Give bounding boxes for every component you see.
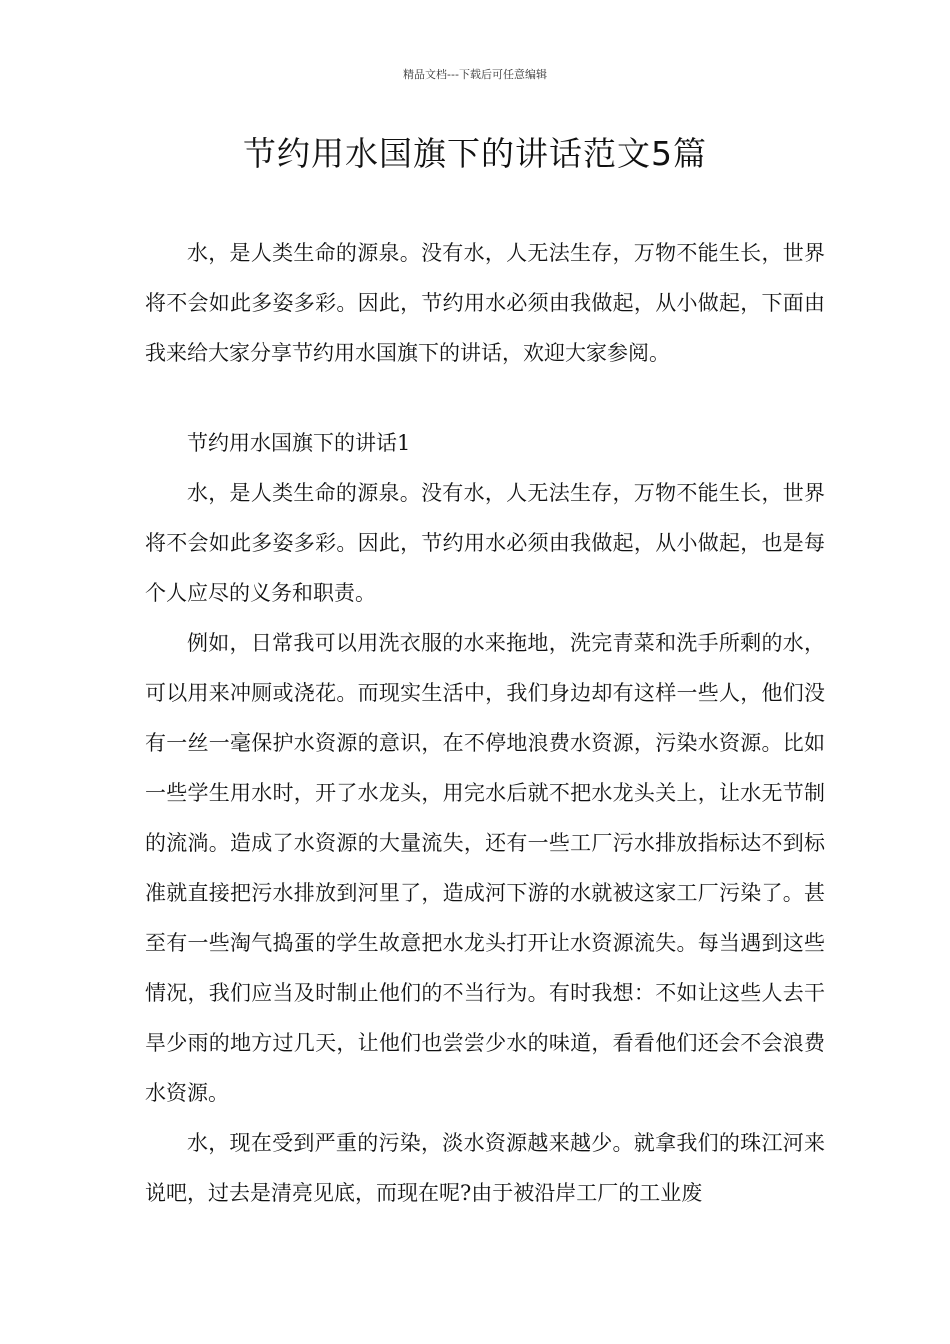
body-paragraph: 水，是人类生命的源泉。没有水，人无法生存，万物不能生长，世界将不会如此多姿多彩。因此，节约用水必须由我做起，从小做起，也是每个人应尽的义务和职责。 bbox=[145, 481, 825, 605]
header-note: 精品文档---下载后可任意编辑 bbox=[403, 68, 547, 81]
body-paragraph: 水，现在受到严重的污染，淡水资源越来越少。就拿我们的珠江河来说吧，过去是清亮见底，而现在呢?由于被沿岸工厂的工业废 bbox=[145, 1131, 825, 1205]
section-heading: 节约用水国旗下的讲话1 bbox=[187, 431, 411, 455]
document-body bbox=[145, 228, 825, 1218]
document-title: 节约用水国旗下的讲话范文5篇 bbox=[243, 134, 707, 173]
intro-paragraph: 水，是人类生命的源泉。没有水，人无法生存，万物不能生长，世界将不会如此多姿多彩。因此，节约用水必须由我做起，从小做起，下面由我来给大家分享节约用水国旗下的讲话，欢迎大家参阅。 bbox=[145, 241, 825, 365]
body-paragraph: 例如，日常我可以用洗衣服的水来拖地，洗完青菜和洗手所剩的水，可以用来冲厕或浇花。而现实生活中，我们身边却有这样一些人，他们没有一丝一毫保护水资源的意识，在不停地浪费水资源，污染水资源。比如一些学生用水时，开了水龙头，用完水后就不把水龙头关上，让水无节制的流淌。造成了水资源的大量流失，还有一些工厂污水排放指标达不到标准就直接把污水排放到河里了，造成河下游的水就被这家工厂污染了。甚至有一些淘气捣蛋的学生故意把水龙头打开让水资源流失。每当遇到这些情况，我们应当及时制止他们的不当行为。有时我想：不如让这些人去干旱少雨的地方过几天，让他们也尝尝少水的味道，看看他们还会不会浪费水资源。 bbox=[145, 631, 825, 1105]
